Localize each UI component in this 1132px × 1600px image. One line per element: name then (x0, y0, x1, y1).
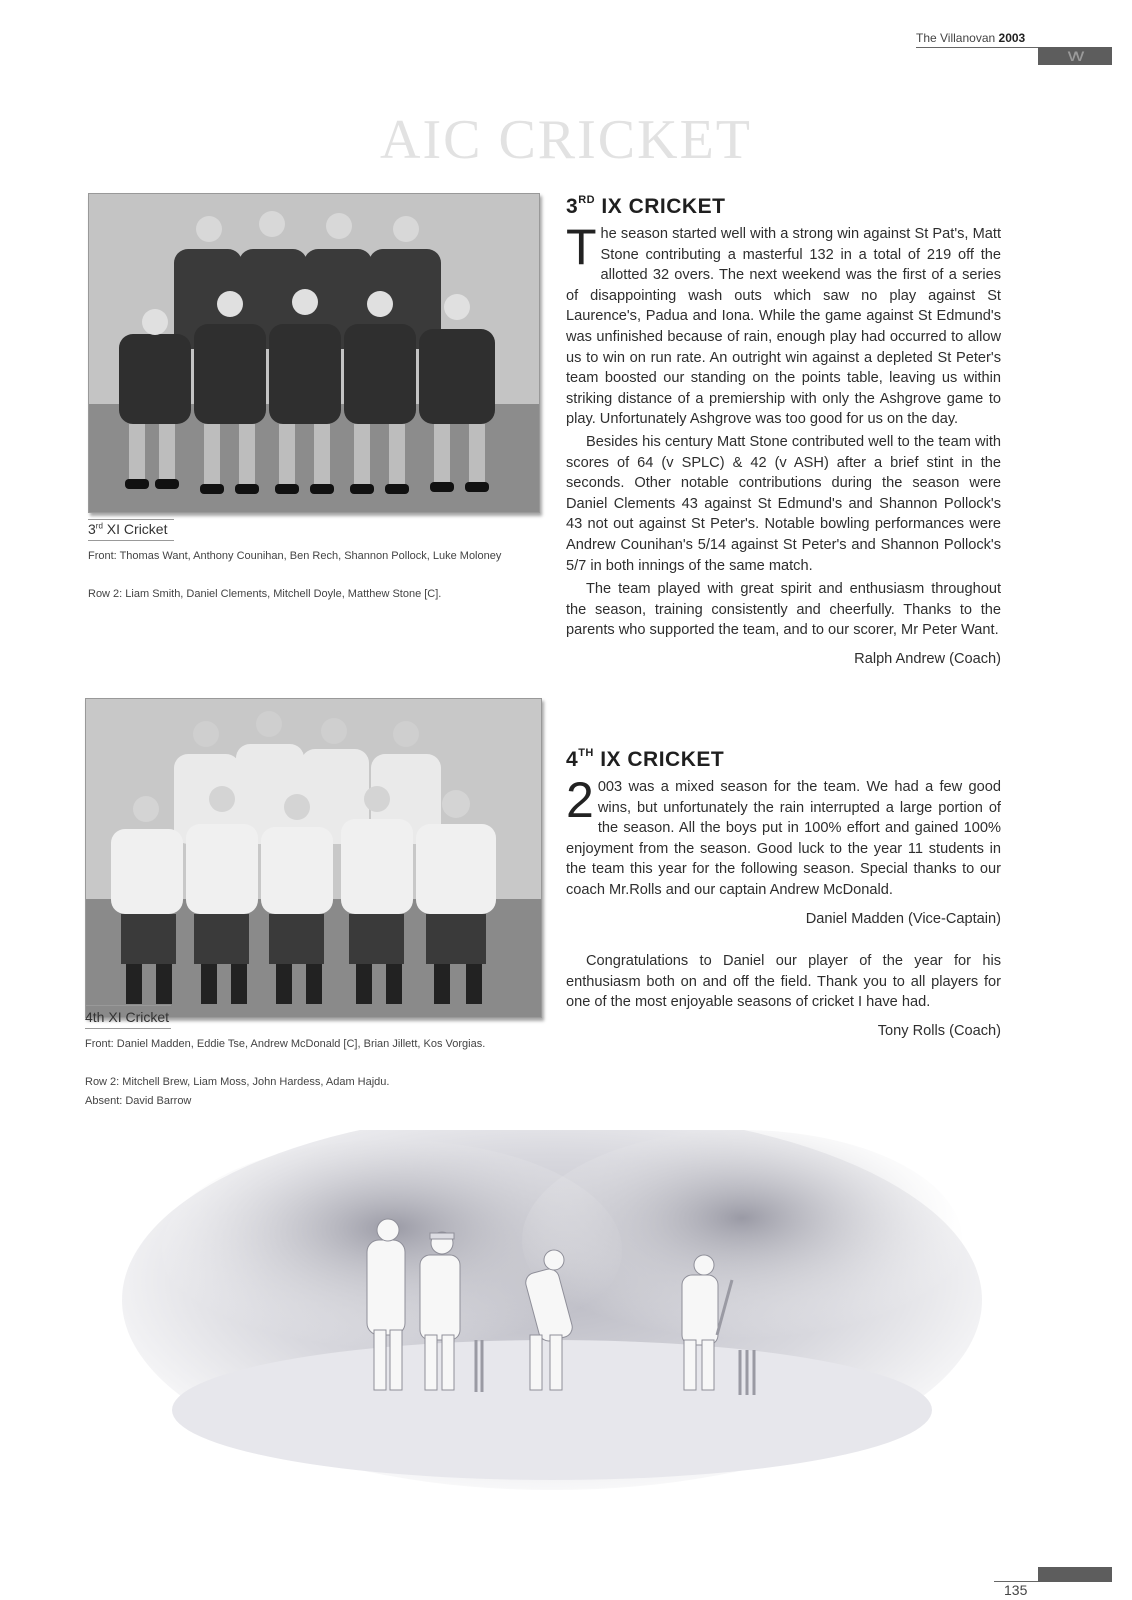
running-header (916, 31, 1112, 45)
team-photo-3rd-xi (88, 193, 540, 513)
team-photo-4th-xi (85, 698, 542, 1018)
caption-rule (88, 540, 174, 541)
paragraph: Congratulations to Daniel our player of the year for his enthusiasm both on and off the field. Thank you to all players for one of the most enjoyable seasons of cricket I have had. (566, 953, 1001, 1011)
photo2-caption-front: Front: Daniel Madden, Eddie Tse, Andrew McDonald [C], Brian Jillett, Kos Vorgias. (85, 1038, 486, 1050)
section-heading-3rd-ix: 3RD IX CRICKET (566, 194, 726, 218)
section-heading-4th-ix: 4TH IX CRICKET (566, 747, 725, 771)
photo1-caption-front: Front: Thomas Want, Anthony Counihan, Ben Rech, Shannon Pollock, Luke Moloney (88, 550, 502, 562)
drop-cap: T (566, 219, 597, 275)
photo2-caption-title: 4th XI Cricket (85, 1009, 170, 1025)
drop-cap: 2 (566, 772, 594, 828)
photo1-caption-title: 3rd XI Cricket (88, 521, 168, 537)
signature: Tony Rolls (Coach) (877, 1022, 1001, 1039)
photo2-caption-absent: Absent: David Barrow (85, 1095, 192, 1107)
footer-logo (1038, 1567, 1112, 1582)
page-title: AIC CRICKET (380, 109, 752, 171)
caption-rule (85, 1005, 171, 1006)
paragraph: 2 003 was a mixed season for the team. We had a few good wins, but unfortunately the rain interrupted a large portion of the season. All the boys put in 100% effort and gained 100% enjoyment from the season. Good luck to the year 11 students in the team this year for the following season. Special thanks to our coach Mr.Rolls and our captain Andrew McDonald. (566, 772, 1001, 898)
publication-name: The Villanovan (916, 31, 996, 45)
signature: Ralph Andrew (Coach) (854, 650, 1001, 667)
caption-rule (85, 1028, 171, 1029)
header-rule (916, 47, 1038, 48)
cricket-match-photo (92, 1130, 1012, 1530)
page-number: 135 (1004, 1582, 1028, 1598)
publication-year: 2003 (998, 31, 1026, 45)
paragraph: The team played with great spirit and enthusiasm throughout the season, training consistently and cheerfully. Thanks to the parents who supported the team, and to our scorer, Mr Peter Want. (566, 581, 1001, 639)
paragraph: The season started well with a strong win against St Pat's, Matt Stone contributing a masterful 132 in a total of 219 off the allotted 32 overs. The next weekend was the first of a series of disappointing wash outs which saw no play against St Laurence's, Padua and Iona. While the game against St Edmund's was unfinished because of rain, enough play had occurred to allow us to win on run rate. An outright win against a depleted St Peter's team boosted our standing on the points table, leaving us within striking distance of a premiership with only the Ashgrove game to play. Unfortunately Ashgrove was too good for us on the day. (566, 219, 1001, 428)
header-logo: VV (1038, 47, 1112, 65)
article-4th-ix (566, 742, 1001, 1042)
caption-rule (88, 519, 174, 520)
paragraph: Besides his century Matt Stone contributed well to the team with scores of 64 (v SPLC) & 42 (v ASH) after a brief stint in the seconds. Other notable contributions during the season were Daniel Clements 43 against St Edmund's and Shannon Pollock's 43 not out against St Peter's. Notable bowling performances were Andrew Counihan's 5/14 against St Peter's and Shannon Pollock's 5/7 in both innings of the same match. (566, 433, 1001, 574)
photo2-caption-row2: Row 2: Mitchell Brew, Liam Moss, John Hardess, Adam Hajdu. (85, 1076, 390, 1088)
photo1-caption-row2: Row 2: Liam Smith, Daniel Clements, Mitchell Doyle, Matthew Stone [C]. (88, 588, 442, 600)
article-3rd-ix (566, 189, 1001, 669)
signature: Daniel Madden (Vice-Captain) (805, 910, 1001, 927)
